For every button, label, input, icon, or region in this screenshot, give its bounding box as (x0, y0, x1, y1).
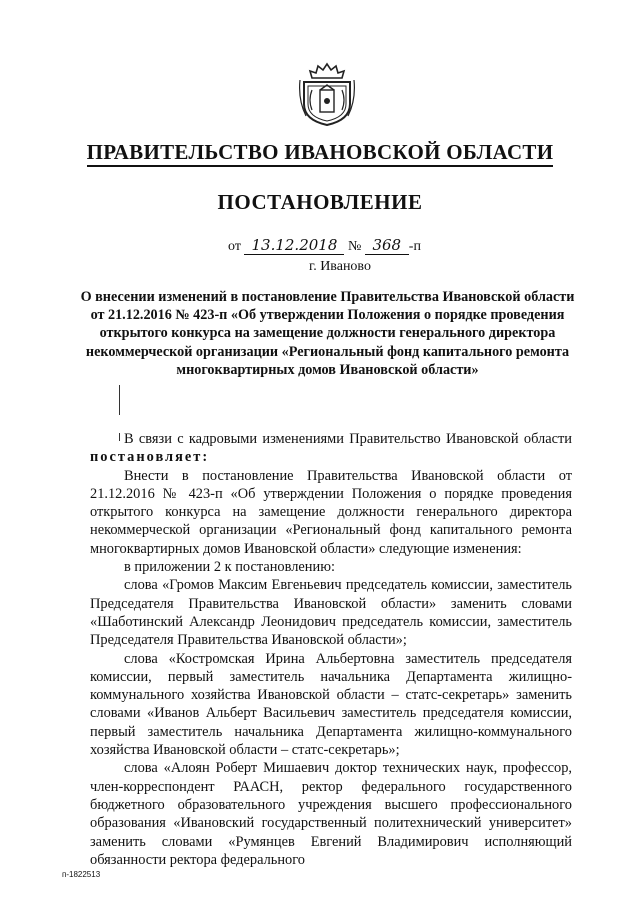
decree-verb: постановляет: (90, 449, 210, 466)
body-paragraph: слова «Костромская Ирина Альбертовна заместитель председателя комиссии, первый заместитель начальника Департамента жилищно-коммунального хозяйства Ивановской области – статс-секретарь» заменить словами «Иванов Альберт Васильевич заместитель председателя комиссии, первый заместитель начальника Департамента жилищно-коммунального хозяйства Ивановской области – статс-секретарь»; (90, 650, 572, 759)
decree-body (90, 430, 572, 869)
coat-of-arms-emblem (298, 60, 356, 128)
body-paragraph: Внести в постановление Правительства Ивановской области от 21.12.2016 № 423-п «Об утверждении Положения о порядке проведения открытого конкурса на замещение должности генерального директора некоммерческой организации «Региональный фонд капитального ремонта многоквартирных домов Ивановской области» следующие изменения: (90, 467, 572, 557)
number-suffix: -п (408, 239, 421, 254)
number-sign: № (347, 239, 362, 254)
document-id: п-1822513 (62, 870, 101, 879)
body-paragraph: в приложении 2 к постановлению: (124, 559, 335, 576)
body-paragraph: слова «Алоян Роберт Мишаевич доктор технических наук, профессор, член-корреспондент РААСН, ректор федерального государственного бюджетного образовательного учреждения высшего профессионального образования «Ивановский государственный политехнический университет» заменить словами «Румянцев Евгений Владимирович исполняющий обязанности ректора федерального (90, 760, 572, 868)
date-number-line (228, 236, 421, 255)
decree-date: 13.12.2018 (244, 236, 344, 255)
date-prefix: от (228, 239, 241, 254)
government-title: ПРАВИТЕЛЬСТВО ИВАНОВСКОЙ ОБЛАСТИ (0, 140, 640, 165)
city-name: г. Иваново (309, 259, 371, 274)
margin-mark (119, 385, 120, 415)
body-paragraph: слова «Громов Максим Евгеньевич председатель комиссии, заместитель Председателя Правительства Ивановской области» заменить словами «Шаботинский Александр Леонидович председатель комиссии, заместитель Председателя Правительства Ивановской области»; (90, 577, 572, 649)
document-type-title: ПОСТАНОВЛЕНИЕ (217, 190, 423, 214)
body-paragraph: В связи с кадровыми изменениями Правительство Ивановской области постановляет: (90, 431, 572, 466)
decree-number: 368 (365, 236, 409, 255)
decree-title: О внесении изменений в постановление Правительства Ивановской области от 21.12.2016 № 423-п «Об утверждении Положения о порядке проведения открытого конкурса на замещение должности генерального директора некоммерческой организации «Региональный фонд капитального ремонта многоквартирных домов Ивановской области» (80, 289, 575, 378)
